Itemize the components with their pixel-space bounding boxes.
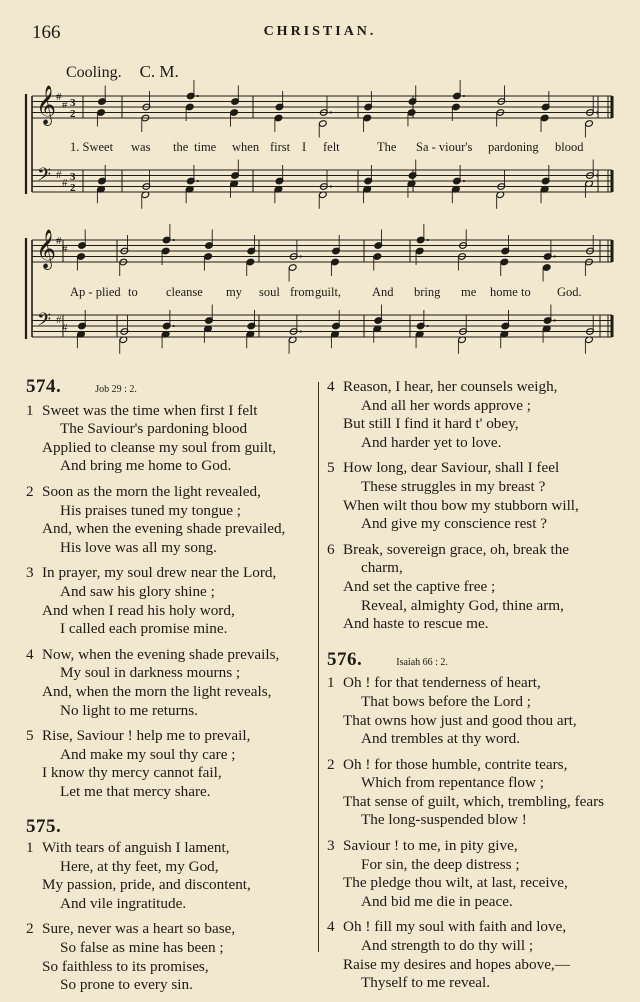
verse <box>26 920 316 994</box>
verse-number: 1 <box>26 401 34 419</box>
verse-line: Raise my desires and hopes above,— <box>343 955 570 973</box>
verse-line: And when I read his holy word, <box>42 601 235 619</box>
lyric-syllable: time <box>194 140 217 154</box>
verse-line: I know thy mercy cannot fail, <box>42 764 222 782</box>
dot <box>197 95 199 97</box>
verse-line: So false as mine has been ; <box>60 939 224 957</box>
verse-number: 1 <box>327 674 335 692</box>
verse-line: Applied to cleanse my soul from guilt, <box>42 438 277 456</box>
verse <box>327 837 627 911</box>
verse-line: And vile ingratitude. <box>60 894 187 912</box>
dot <box>596 174 598 176</box>
verse-line: The Saviour's pardoning blood <box>60 420 248 438</box>
sharp: # <box>62 322 68 334</box>
lyric-syllable: felt <box>323 140 340 154</box>
verse-number: 3 <box>26 564 34 582</box>
verse-number: 2 <box>26 920 34 938</box>
lyric-syllable: was <box>131 140 151 154</box>
verse-line: And make my soul thy care ; <box>60 745 236 763</box>
lyric-syllable: God. <box>557 285 582 299</box>
verse-number: 3 <box>327 837 335 855</box>
verse <box>26 564 316 638</box>
lyric-syllable: home <box>490 285 518 299</box>
lyric-syllable: Sa - viour's <box>416 140 473 154</box>
sharp: # <box>56 314 62 326</box>
note <box>185 103 194 111</box>
left-column <box>26 378 316 1002</box>
hymn-574-verses <box>26 402 316 802</box>
verse-line: The pledge thou wilt, at last, receive, <box>343 874 568 892</box>
dot <box>197 180 199 182</box>
verse-line: His love was all my song. <box>60 538 217 556</box>
verse <box>26 727 316 801</box>
tune-name: Cooling. <box>66 64 122 81</box>
verse <box>327 459 627 533</box>
note <box>77 253 86 261</box>
lyric-syllable: to <box>128 285 138 299</box>
verse-line: No light to me returns. <box>60 701 198 719</box>
verse-line: 1 Sweet was the time when first I felt <box>26 401 258 419</box>
note <box>452 103 461 111</box>
verse-line: 3 In prayer, my soul drew near the Lord, <box>26 564 277 582</box>
sharp: # <box>62 99 68 111</box>
verse-line: So prone to every sin. <box>60 976 193 994</box>
dot <box>554 319 556 321</box>
verse-number: 6 <box>327 540 335 558</box>
hymn-576-verses <box>327 674 627 993</box>
lyric-syllable: my <box>226 285 242 299</box>
verse-number: 2 <box>327 755 335 773</box>
verse-line: For sin, the deep distress ; <box>361 855 520 873</box>
hymn-574-header <box>26 378 316 400</box>
note <box>540 114 549 122</box>
verse-line: The long-suspended blow ! <box>361 811 527 829</box>
dot <box>300 330 302 332</box>
lyric-syllable: me <box>461 285 477 299</box>
lyric-syllable: guilt, <box>315 285 342 299</box>
verse-line: Which from repentance flow ; <box>361 774 545 792</box>
verse-line: And strength to do thy will ; <box>361 937 534 955</box>
clef: 𝄢 <box>37 165 52 190</box>
verse-line: But still I find it hard t' obey, <box>343 415 519 433</box>
verse-line: And, when the morn the light reveals, <box>42 682 272 700</box>
verse-number: 4 <box>327 918 335 936</box>
hymn-number: 574. <box>26 376 62 397</box>
lyric-syllable: to <box>521 285 531 299</box>
verse-line: And give my conscience rest ? <box>361 515 547 533</box>
verse-line: 2 Sure, never was a heart so base, <box>26 920 236 938</box>
verse-line: His praises tuned my tongue ; <box>60 501 241 519</box>
verse-line: And harder yet to love. <box>361 433 502 451</box>
verse <box>327 918 627 992</box>
verse-line: 3 Saviour ! to me, in pity give, <box>327 837 518 855</box>
clef: 𝄢 <box>37 310 52 335</box>
note <box>407 109 416 117</box>
time-signature: 3 <box>70 171 76 183</box>
lyric-syllable: soul <box>259 285 280 299</box>
note <box>274 114 283 122</box>
time-signature: 2 <box>70 108 76 120</box>
verse <box>327 378 627 452</box>
dot <box>596 111 598 113</box>
tune-meter: C. M. <box>139 62 179 81</box>
clef: 𝄞 <box>36 229 57 269</box>
dot <box>173 325 175 327</box>
verse-line: 1 With tears of anguish I lament, <box>26 839 230 857</box>
note <box>288 264 297 272</box>
dot <box>427 239 429 241</box>
verse-line: 4 Oh ! fill my soul with faith and love, <box>327 918 567 936</box>
verse-line: Let me that mercy share. <box>60 782 211 800</box>
verse-line: Here, at thy feet, my God, <box>60 857 219 875</box>
verse-line: 4 Now, when the evening shade prevails, <box>26 645 280 663</box>
dot <box>427 325 429 327</box>
verse-line: Reveal, almighty God, thine arm, <box>361 596 564 614</box>
hymn-575-verses-left <box>26 839 316 995</box>
note <box>585 120 594 128</box>
verse-number: 5 <box>327 459 335 477</box>
verse-line: When wilt thou bow my stubborn will, <box>343 496 579 514</box>
verse-line: So faithless to its promises, <box>42 957 209 975</box>
note <box>204 253 213 261</box>
verse <box>26 646 316 720</box>
verse-line: 5 Rise, Saviour ! help me to prevail, <box>26 727 251 745</box>
verse-line: And trembles at thy word. <box>361 730 521 748</box>
note <box>415 247 424 255</box>
sharp: # <box>62 177 68 189</box>
clef: 𝄞 <box>36 85 57 125</box>
scripture-reference: Job 29 : 2. <box>95 384 137 395</box>
verse-line: My passion, pride, and discontent, <box>42 876 251 894</box>
verse-line: That bows before the Lord ; <box>361 692 531 710</box>
verse-line: And bid me die in peace. <box>361 892 513 910</box>
lyric-syllable: I <box>302 140 307 154</box>
lyric-syllable: cleanse <box>166 285 203 299</box>
verse-line: 6 Break, sovereign grace, oh, break the <box>327 540 570 558</box>
note <box>246 258 255 266</box>
lyric-syllable: The <box>377 140 397 154</box>
verse-line: That owns how just and good thou art, <box>343 711 577 729</box>
time-signature: 3 <box>70 97 76 109</box>
verse <box>26 483 316 557</box>
verse-line: 4 Reason, I hear, her counsels weigh, <box>327 378 558 395</box>
verse-number: 1 <box>26 839 34 857</box>
verse-line: And all her words approve ; <box>361 396 531 414</box>
lyric-syllable: the <box>173 140 189 154</box>
music-score <box>0 0 640 370</box>
hymn-575-verses-right <box>327 378 627 634</box>
note <box>230 109 239 117</box>
column-divider <box>318 382 319 952</box>
verse-number: 2 <box>26 482 34 500</box>
dot <box>330 111 332 113</box>
dot <box>300 255 302 257</box>
lyric-syllable: when <box>232 140 260 154</box>
hymn-number: 576. <box>327 648 363 670</box>
hymn-number: 575. <box>26 816 62 838</box>
dot <box>173 239 175 241</box>
verse-line: And haste to rescue me. <box>343 615 489 633</box>
note <box>97 109 106 117</box>
note <box>500 258 509 266</box>
verse-line: charm, <box>361 559 403 577</box>
note <box>542 264 551 272</box>
sharp: # <box>56 235 62 247</box>
lyric-syllable: 1. Sweet <box>70 140 114 154</box>
verse <box>327 756 627 830</box>
scripture-reference: Isaiah 66 : 2. <box>396 656 448 668</box>
dot <box>554 255 556 257</box>
running-title: CHRISTIAN. <box>263 24 377 39</box>
verse <box>327 541 627 634</box>
lyric-syllable: And <box>372 285 394 299</box>
hymn-575-header <box>26 818 316 837</box>
lyric-syllable: blood <box>555 140 584 154</box>
verse-line: 1 Oh ! for that tenderness of heart, <box>327 674 541 692</box>
verse <box>26 839 316 913</box>
verse-line: And set the captive free ; <box>343 577 496 595</box>
lyric-syllable: pardoning <box>488 140 539 154</box>
verse-line: Thyself to me reveal. <box>361 974 491 992</box>
right-column <box>327 378 627 1000</box>
verse-line: I called each promise mine. <box>60 620 228 638</box>
verse-line: And saw his glory shine ; <box>60 582 215 600</box>
verse <box>327 674 627 748</box>
page-number: 166 <box>32 22 61 43</box>
verse-number: 4 <box>26 645 34 663</box>
hymn-576-header <box>327 648 627 673</box>
verse-line: 2 Soon as the morn the light revealed, <box>26 482 261 500</box>
verse-line: 5 How long, dear Saviour, shall I feel <box>327 459 560 477</box>
verse-line: And bring me home to God. <box>60 457 232 475</box>
time-signature: 2 <box>70 182 76 194</box>
verse-number: 4 <box>327 378 335 395</box>
lyric-syllable: from <box>290 285 315 299</box>
note <box>363 114 372 122</box>
verse-line: 2 Oh ! for those humble, contrite tears, <box>327 755 568 773</box>
lyric-syllable: first <box>270 140 291 154</box>
dot <box>330 185 332 187</box>
lyric-syllable: bring <box>414 285 441 299</box>
note <box>373 253 382 261</box>
note <box>331 258 340 266</box>
dot <box>463 180 465 182</box>
sharp: # <box>62 243 68 255</box>
verse-number: 5 <box>26 727 34 745</box>
verse <box>26 402 316 476</box>
note <box>161 247 170 255</box>
sharp: # <box>56 169 62 181</box>
sharp: # <box>56 91 62 103</box>
dot <box>463 95 465 97</box>
lyric-syllable: Ap - plied <box>70 285 121 299</box>
verse-line: These struggles in my breast ? <box>361 477 546 495</box>
verse-line: My soul in darkness mourns ; <box>60 664 241 682</box>
verse-line: And, when the evening shade prevailed, <box>42 520 286 538</box>
note <box>319 120 328 128</box>
verse-line: That sense of guilt, which, trembling, fears <box>343 792 605 810</box>
